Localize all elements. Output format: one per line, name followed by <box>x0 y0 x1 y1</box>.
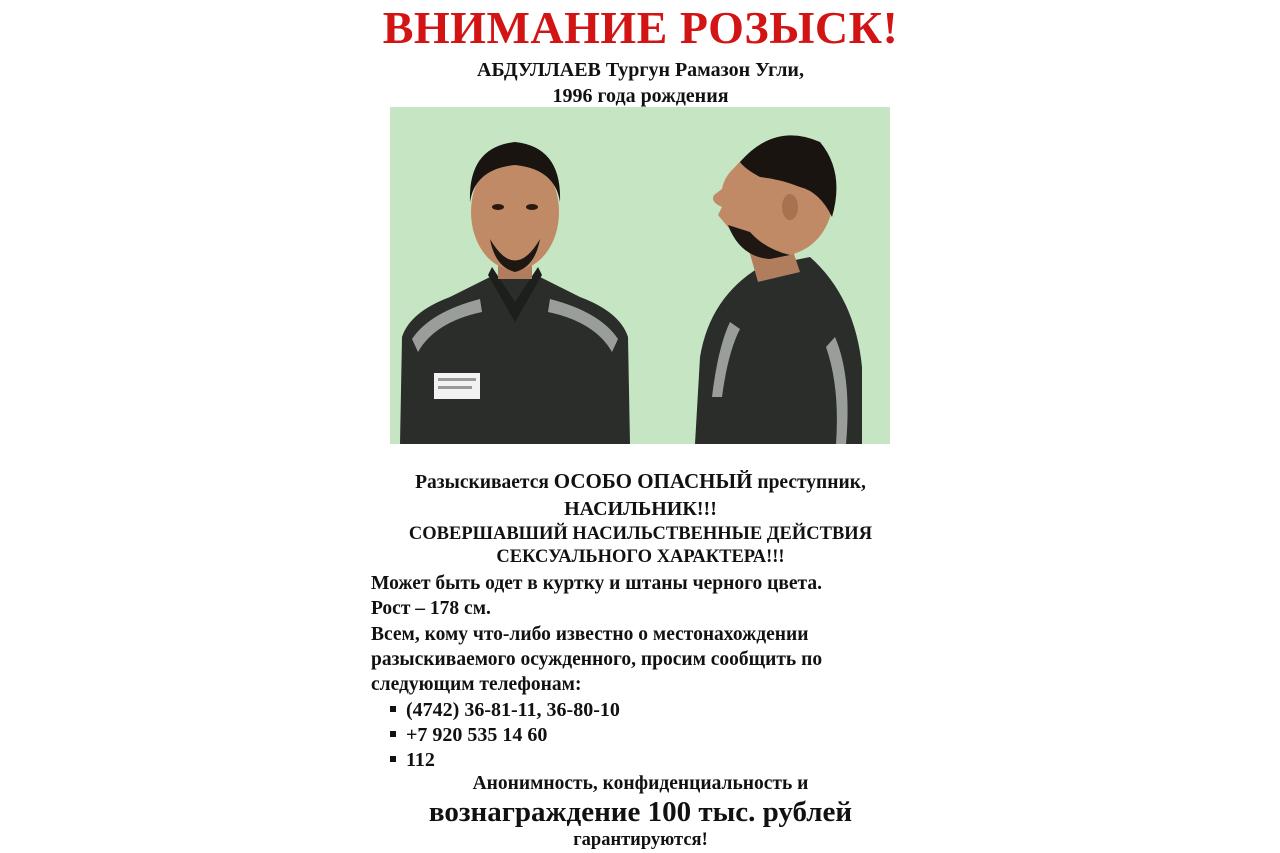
phone-item <box>390 723 547 747</box>
phone-item <box>390 748 435 772</box>
bullet-icon <box>390 706 396 712</box>
bullet-icon <box>390 731 396 737</box>
wanted-statement <box>368 470 913 494</box>
crime-description-2: СЕКСУАЛЬНОГО ХАРАКТЕРА!!! <box>496 547 785 567</box>
front-mugshot-photo <box>390 107 640 444</box>
phone-number: (4742) 36-81-11, 36-80-10 <box>406 699 620 721</box>
clothing-description: Может быть одет в куртку и штаны черного цвета. <box>371 573 822 594</box>
profile-mugshot-illustration <box>640 107 890 444</box>
appeal-line-2: разыскиваемого осужденного, просим сообщить по <box>371 649 823 670</box>
bullet-icon <box>390 756 396 762</box>
appeal-line-1: Всем, кому что-либо известно о местонахождении <box>371 624 809 645</box>
phone-number: 112 <box>406 749 435 771</box>
crime-description-1: СОВЕРШАВШИЙ НАСИЛЬСТВЕННЫЕ ДЕЙСТВИЯ <box>408 524 873 544</box>
crime-label: НАСИЛЬНИК!!! <box>564 498 717 520</box>
profile-mugshot-photo <box>640 107 890 444</box>
statement-suffix: преступник, <box>757 472 866 493</box>
birth-year: 1996 года рождения <box>552 85 729 107</box>
guarantee-line-1: Анонимность, конфиденциальность и <box>472 773 809 794</box>
phone-item <box>390 698 620 722</box>
front-mugshot-illustration <box>390 107 640 444</box>
statement-prefix: Разыскивается <box>415 472 549 493</box>
suspect-name: АБДУЛЛАЕВ Тургун Рамазон Угли, <box>477 59 804 81</box>
reward-line: вознаграждение 100 тыс. рублей <box>428 796 853 828</box>
poster-headline: ВНИМАНИЕ РОЗЫСК! <box>382 2 899 53</box>
height-description: Рост – 178 см. <box>371 598 491 619</box>
statement-emphasis: ОСОБО ОПАСНЫЙ <box>553 469 753 493</box>
guarantee-line-2: гарантируются! <box>573 830 708 850</box>
phone-number: +7 920 535 14 60 <box>406 724 548 746</box>
wanted-poster <box>368 0 913 853</box>
appeal-line-3: следующим телефонам: <box>371 674 582 695</box>
